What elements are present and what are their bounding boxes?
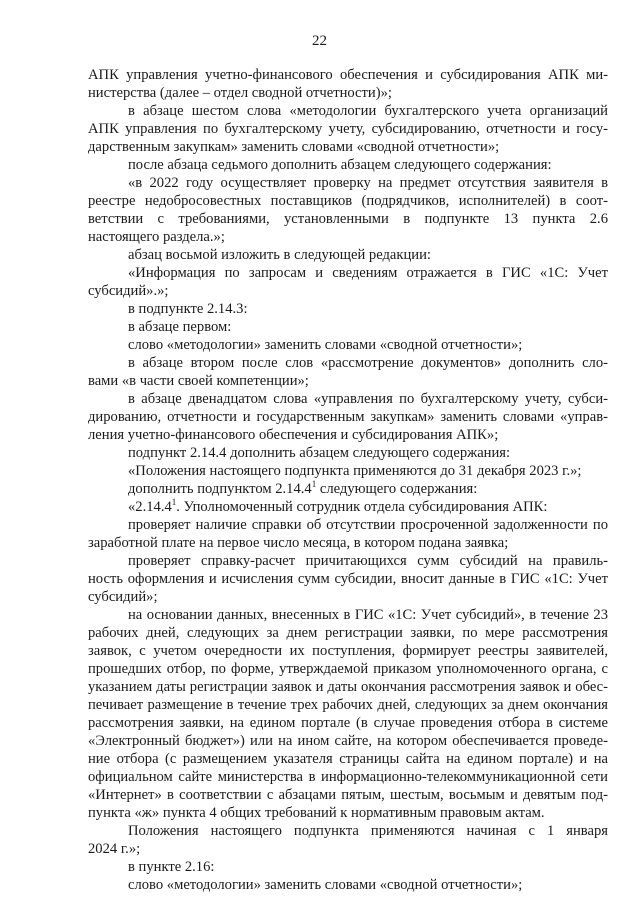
text-line xyxy=(128,480,608,498)
text-line xyxy=(128,498,608,516)
text-line: рассмотрения заявки, на едином портале (в случае проведения отбора в системе xyxy=(88,715,608,731)
text-line: нистерства (далее – отдел сводной отчетности)»; xyxy=(88,85,392,101)
text-line: «Информация по запросам и сведениям отражается в ГИС «1С: Учет xyxy=(128,265,608,281)
text-line: слово «методологии» заменить словами «сводной отчетности»; xyxy=(128,877,523,893)
text-line: настоящего раздела.»; xyxy=(88,229,225,245)
text-line: заработной плате на первое число месяца, в котором подана заявка; xyxy=(88,535,509,551)
text-fragment: «2.14.4 xyxy=(128,499,172,515)
text-line: подпункт 2.14.4 дополнить абзацем следующего содержания: xyxy=(128,445,511,461)
text-line: в пункте 2.16: xyxy=(128,859,215,875)
text-line: АПК управления учетно-финансового обеспечения и субсидирования АПК ми- xyxy=(88,67,608,83)
text-line: слово «методологии» заменить словами «сводной отчетности»; xyxy=(128,337,523,353)
text-line: «Положения настоящего подпункта применяются до 31 декабря 2023 г.»; xyxy=(128,463,582,479)
text-line: дированию, отчетности и государственным закупкам» заменить словами «управ- xyxy=(88,409,608,425)
text-line: рабочих дней, следующих за днем регистрации заявки, по мере рассмотрения xyxy=(88,625,608,641)
text-line: в абзаце двенадцатом слова «управления по бухгалтерскому учету, субси- xyxy=(128,391,608,407)
text-line: «Интернет» в соответствии с абзацами пятым, шестым, восьмым и девятым под- xyxy=(88,787,608,803)
text-fragment: . Уполномоченный сотрудник отдела субсидирования АПК: xyxy=(176,499,548,515)
text-line: 2024 г.»; xyxy=(88,841,141,857)
text-line: АПК управления по бухгалтерскому учету, субсидированию, отчетности и госу- xyxy=(88,121,608,137)
text-line: в абзаце шестом слова «методологии бухгалтерского учета организаций xyxy=(128,103,608,119)
text-line: проверяет наличие справки об отсутствии просроченной задолженности по xyxy=(128,517,608,533)
text-line: «в 2022 году осуществляет проверку на предмет отсутствия заявителя в xyxy=(128,175,608,191)
text-line: ления учетно-финансового обеспечения и субсидирования АПК»; xyxy=(88,427,499,443)
superscript: 1 xyxy=(171,497,177,508)
text-line: абзац восьмой изложить в следующей редакции: xyxy=(128,247,431,263)
text-line: пункта «ж» пункта 4 общих требований к нормативным правовым актам. xyxy=(88,805,545,821)
text-line: проверяет справку-расчет причитающихся сумм субсидий на правиль- xyxy=(128,553,608,569)
text-line: после абзаца седьмого дополнить абзацем следующего содержания: xyxy=(128,157,552,173)
text-line: вами «в части своей компетенции»; xyxy=(88,373,309,389)
text-line: на основании данных, внесенных в ГИС «1С: Учет субсидий», в течение 23 xyxy=(128,607,608,623)
text-line: печивает размещение в течение трех рабочих дней, следующих за днем окончания xyxy=(88,697,608,713)
text-line: субсидий»; xyxy=(88,589,158,605)
superscript: 1 xyxy=(311,479,317,490)
text-line: в подпункте 2.14.3: xyxy=(128,301,248,317)
text-fragment: дополнить подпунктом 2.14.4 xyxy=(128,481,312,497)
text-line: ние отбора (с размещением указателя страницы сайта на едином портале) и на xyxy=(88,751,608,767)
text-line: ветствии с требованиями, установленными в подпункте 13 пункта 2.6 xyxy=(88,211,608,227)
text-line: официальном сайте министерства в информационно-телекоммуникационной сети xyxy=(88,769,608,785)
text-line: ность оформления и исчисления сумм субсидии, вносит данные в ГИС «1С: Учет xyxy=(88,571,608,587)
page-number: 22 xyxy=(312,33,327,49)
text-line: в абзаце втором после слов «рассмотрение документов» дополнить сло- xyxy=(128,355,608,371)
text-line: дарственным закупкам» заменить словами «сводной отчетности»; xyxy=(88,139,500,155)
text-line: реестре недобросовестных поставщиков (подрядчиков, исполнителей) в соот- xyxy=(88,193,608,209)
text-line: Положения настоящего подпункта применяются начиная с 1 января xyxy=(128,823,608,839)
text-fragment: следующего содержания: xyxy=(316,481,478,497)
text-line: субсидий».»; xyxy=(88,283,169,299)
text-line: указанием даты регистрации заявок и даты окончания рассмотрения заявок и обес- xyxy=(88,679,608,695)
text-line: «Электронный бюджет») или на ином сайте, на котором обеспечивается проведе- xyxy=(88,733,608,749)
text-line: в абзаце первом: xyxy=(128,319,232,335)
text-line: прошедших отбор, по форме, утверждаемой приказом уполномоченного органа, с xyxy=(88,661,608,677)
text-line: заявок, с учетом очередности их поступления, формирует реестры заявителей, xyxy=(88,643,608,659)
